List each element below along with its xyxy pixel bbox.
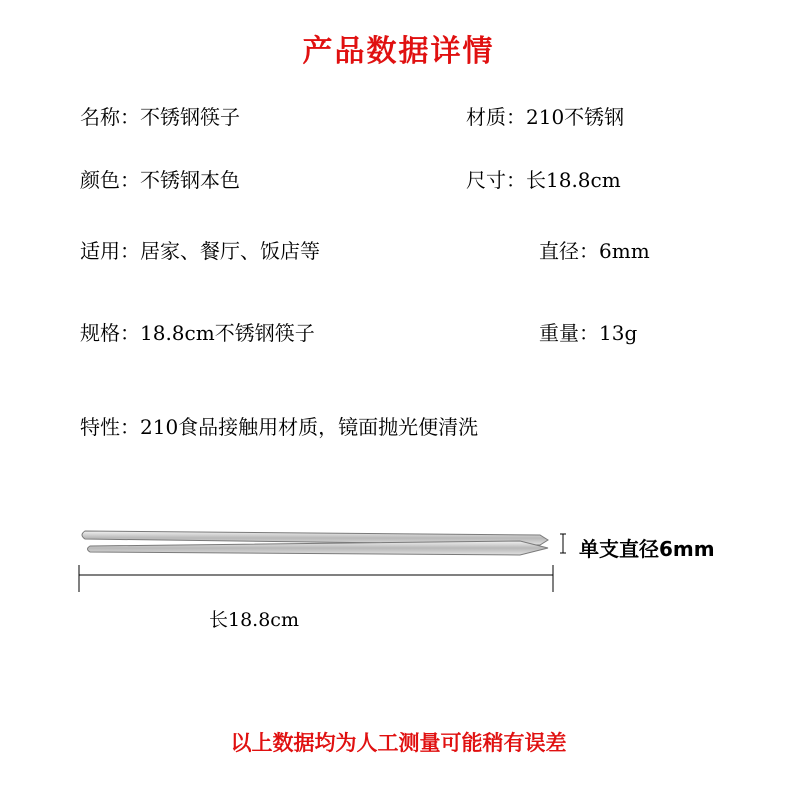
spec-color: 颜色：不锈钢本色 (80, 168, 240, 192)
spec-model: 规格：18.8cm不锈钢筷子 (80, 321, 315, 345)
length-dimension-line (79, 565, 553, 592)
spec-weight: 重量：13g (539, 321, 638, 345)
spec-size: 尺寸：长18.8cm (466, 168, 621, 192)
disclaimer-footer: 以上数据均为人工测量可能稍有误差 (230, 731, 567, 755)
spec-diameter: 直径：6mm (539, 239, 650, 263)
spec-feature: 特性：210食品接触用材质，镜面抛光便清洗 (80, 415, 479, 439)
page-title: 产品数据详情 (302, 34, 495, 69)
diameter-marker (560, 534, 566, 553)
diameter-label: 单支直径6mm (579, 537, 715, 561)
chopstick-lower (88, 541, 549, 555)
length-label: 长18.8cm (209, 609, 299, 631)
spec-name: 名称：不锈钢筷子 (80, 105, 240, 129)
spec-material: 材质：210不锈钢 (466, 105, 625, 129)
spec-usage: 适用：居家、餐厅、饭店等 (80, 239, 320, 263)
